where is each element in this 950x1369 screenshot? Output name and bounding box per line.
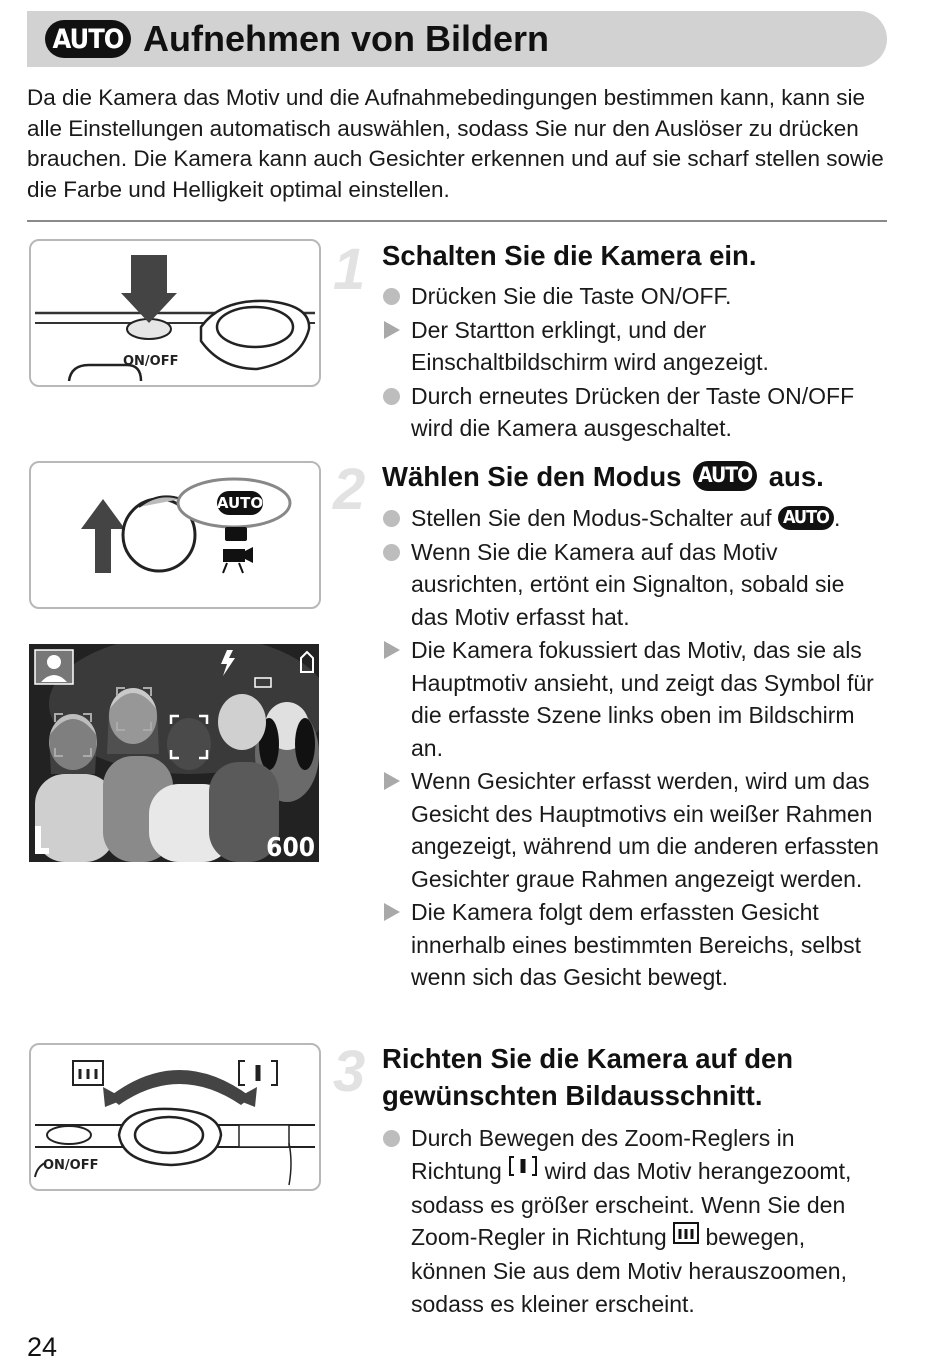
zoom-on-off-label: ON/OFF [43,1158,99,1173]
list-item [382,380,887,445]
list-item [382,314,887,379]
item-text: Drücken Sie die Taste ON/OFF. [411,283,732,309]
bullet-icon [383,544,400,561]
bullet-icon [383,1130,400,1147]
result-arrow-icon [384,321,400,339]
camera-top-power-drawing [31,241,319,385]
zoom-direction-arrow-icon [109,1070,251,1105]
bullet-icon [383,388,400,405]
list-item [382,634,887,764]
step-number: 3 [333,1039,366,1104]
zoom-lever-drawing [31,1045,319,1189]
item-text: Stellen Sie den Modus-Schalter auf [411,505,772,531]
result-arrow-icon [384,903,400,921]
item-text: Durch Bewegen des Zoom-Reglers in Richtung [411,1125,795,1184]
wide-angle-icon [673,1220,699,1253]
heading-text: gewünschten Bildausschnitt. [382,1080,763,1111]
heading-text: Wählen Sie den Modus [382,461,682,492]
face-detection-scene [29,644,319,862]
mode-auto-icon: AUTO [216,494,264,512]
step-2-items [382,502,887,995]
intro-paragraph: Da die Kamera das Motiv und die Aufnahmebedingungen bestimmen kann, kann sie alle Einstellungen automatisch auswählen, sodass Sie nur den Auslöser zu drücken brauchen. Die Kamera kann auch Gesichter erkennen und auf sie scharf stellen sowie die Farbe und Helligkeit optimal einstellen. [27,85,884,202]
item-text: Die Kamera fokussiert das Motiv, das sie als Hauptmotiv ansieht, und zeigt das Symbol für die erfasste Szene links oben im Bildschirm an. [411,637,874,761]
list-item [382,1122,887,1320]
list-item [382,896,887,994]
item-text: Die Kamera folgt dem erfassten Gesicht innerhalb eines bestimmten Bereichs, selbst wenn sich das Gesicht bewegt. [411,899,862,990]
camera-mode-icon [225,527,247,541]
telephoto-icon [239,1061,277,1085]
item-text: . [833,505,841,531]
section-title-bar [27,11,887,67]
step-heading: Schalten Sie die Kamera ein. [382,240,757,271]
movie-mode-icon [223,549,245,562]
list-item [382,536,887,634]
mode-switch-drawing [31,463,319,607]
auto-mode-icon: AUTO [693,461,757,491]
step-number: 2 [333,457,366,522]
step-heading [382,458,824,495]
item-text: Durch erneutes Drücken der Taste ON/OFF wird die Kamera ausgeschaltet. [411,382,855,441]
step-number: 1 [333,237,366,302]
auto-mode-icon: AUTO [778,506,834,530]
slide-up-arrow-icon [81,499,125,573]
result-arrow-icon [384,641,400,659]
heading-text: Richten Sie die Kamera auf den [382,1043,794,1074]
item-text: Der Startton erklingt, und der Einschaltbildschirm wird angezeigt. [411,316,769,375]
list-item [382,502,887,535]
telephoto-icon [508,1153,538,1186]
list-item [382,765,887,895]
step-heading [382,1040,793,1114]
mode-switch-illustration [29,461,321,609]
step-1-items [382,280,887,446]
page-title: Aufnehmen von Bildern [143,18,550,59]
item-text: Wenn Sie die Kamera auf das Motiv ausrichten, ertönt ein Signalton, sobald sie das Motiv erfasst hat. [411,538,845,630]
lcd-face-detection-photo [29,644,319,862]
item-text: bewegen, können Sie aus dem Motiv herauszoomen, sodass es kleiner erscheint. [411,1224,847,1317]
shots-remaining: 600 [266,833,315,862]
item-text: Wenn Gesichter erfasst werden, wird um das Gesicht des Hauptmotivs ein weißer Rahmen angezeigt, während um die anderen erfassten Gesichter graue Rahmen angezeigt werden. [411,768,879,892]
step-3-items [382,1122,887,1321]
item-text: wird das Motiv herangezoomt, sodass es größer erscheint. Wenn Sie den Zoom-Regler in Richtung [411,1157,852,1251]
heading-text: aus. [768,461,824,492]
bullet-icon [383,288,400,305]
auto-mode-icon: AUTO [45,20,131,58]
zoom-lever-illustration [29,1043,321,1191]
section-divider [27,220,887,222]
wide-angle-icon [73,1061,103,1085]
on-off-label: ON/OFF [123,354,179,369]
page-number: 24 [27,1332,58,1362]
bullet-icon [383,510,400,527]
power-button-illustration [29,239,321,387]
result-arrow-icon [384,772,400,790]
list-item [382,280,887,313]
